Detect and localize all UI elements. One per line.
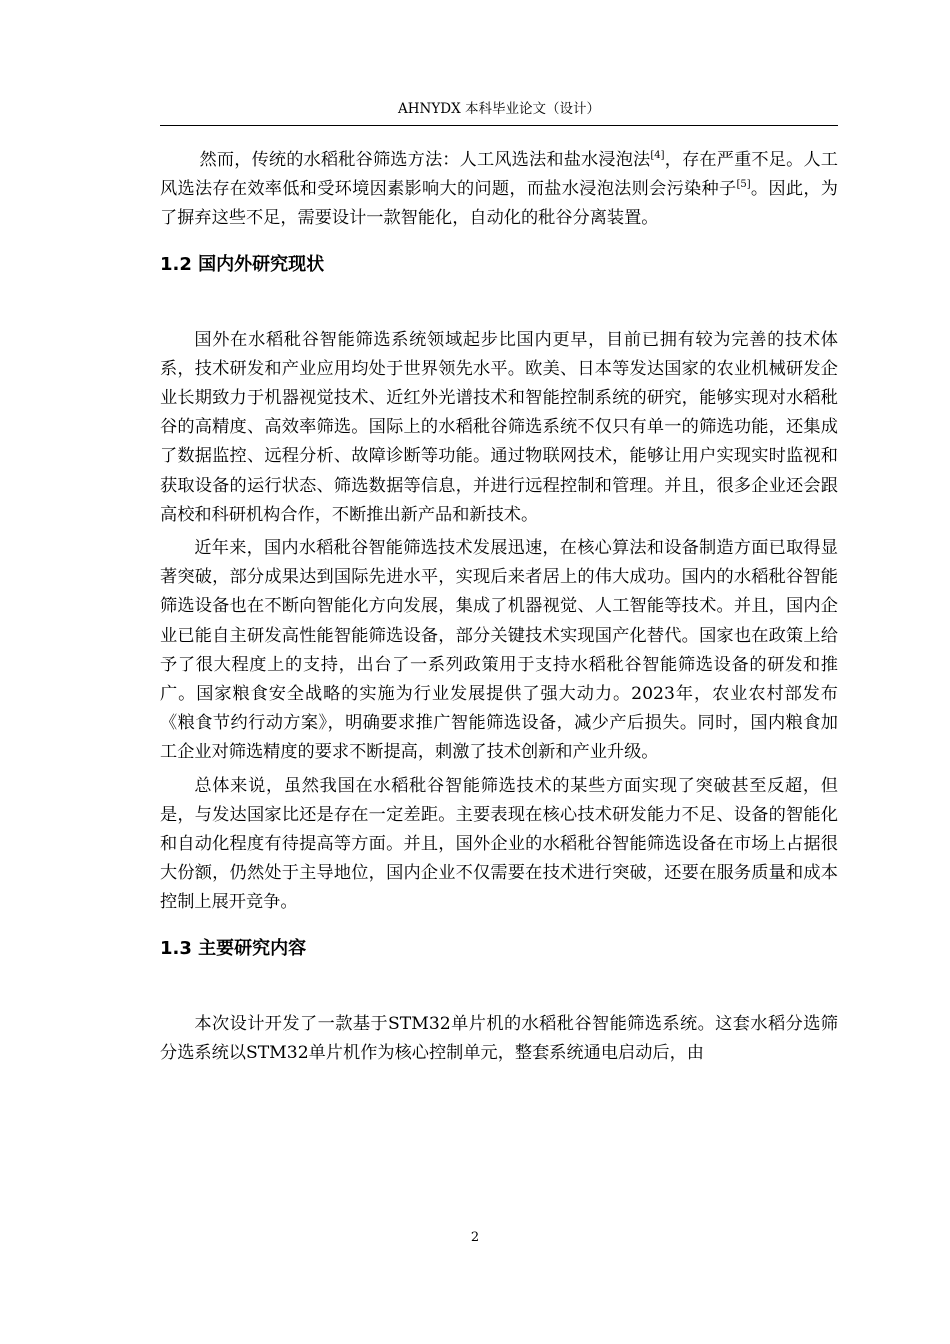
page-body	[160, 146, 838, 1072]
paragraph-text: 。因此，为了摒弃这些不足，需要设计一款智能化，自动化的秕谷分离装置。	[160, 179, 838, 229]
page-number: 2	[470, 1230, 480, 1245]
paragraph-research-content: 本次设计开发了一款基于STM32单片机的水稻秕谷智能筛选系统。这套水稻分选筛分选系统以STM32单片机作为核心控制单元，整套系统通电启动后，由	[160, 1013, 838, 1063]
paragraph-summary: 总体来说，虽然我国在水稻秕谷智能筛选技术的某些方面实现了突破甚至反超，但是，与发达国家比还是存在一定差距。主要表现在核心技术研发能力不足、设备的智能化和自动化程度有待提高等方面。并且，国外企业的水稻秕谷智能筛选设备在市场上占据很大份额，仍然处于主导地位，国内企业不仅需要在技术进行突破，还要在服务质量和成本控制上展开竞争。	[160, 775, 838, 913]
section-heading-1-3: 1.3 主要研究内容	[160, 937, 307, 959]
citation-ref: [5]	[736, 179, 751, 191]
citation-ref: [4]	[650, 150, 665, 161]
paragraph-domestic-research: 近年来，国内水稻秕谷智能筛选技术发展迅速，在核心算法和设备制造方面已取得显著突破，部分成果达到国际先进水平，实现后来者居上的伟大成功。国内的水稻秕谷智能筛选设备也在不断向智能化方向发展，集成了机器视觉、人工智能等技术。并且，国内企业已能自主研发高性能智能筛选设备，部分关键技术实现国产化替代。国家也在政策上给予了很大程度上的支持，出台了一系列政策用于支持水稻秕谷智能筛选设备的研发和推广。国家粮食安全战略的实施为行业发展提供了强大动力。2023年，农业农村部发布《粮食节约行动方案》，明确要求推广智能筛选设备，减少产后损失。同时，国内粮食加工企业对筛选精度的要求不断提高，刺激了技术创新和产业升级。	[160, 538, 838, 763]
section-heading-1-2: 1.2 国内外研究现状	[160, 253, 325, 275]
page-header: AHNYDX 本科毕业论文（设计）	[160, 96, 838, 126]
paragraph-text: ，存在严重不足。人工风选法存在效率低和受环境因素影响大的问题，而盐水浸泡法则会污染种子	[160, 150, 838, 200]
paragraph-foreign-research: 国外在水稻秕谷智能筛选系统领域起步比国内更早，目前已拥有较为完善的技术体系，技术研发和产业应用均处于世界领先水平。欧美、日本等发达国家的农业机械研发企业长期致力于机器视觉技术、近红外光谱技术和智能控制系统的研究，能够实现对水稻秕谷的高精度、高效率筛选。国际上的水稻秕谷筛选系统不仅只有单一的筛选功能，还集成了数据监控、远程分析、故障诊断等功能。通过物联网技术，能够让用户实现实时监视和获取设备的运行状态、筛选数据等信息，并进行远程控制和管理。并且，很多企业还会跟高校和科研机构合作，不断推出新产品和新技术。	[160, 329, 838, 525]
paragraph-traditional-methods	[160, 146, 838, 234]
paragraph-text: 然而，传统的水稻秕谷筛选方法：人工风选法和盐水浸泡法	[199, 150, 651, 170]
